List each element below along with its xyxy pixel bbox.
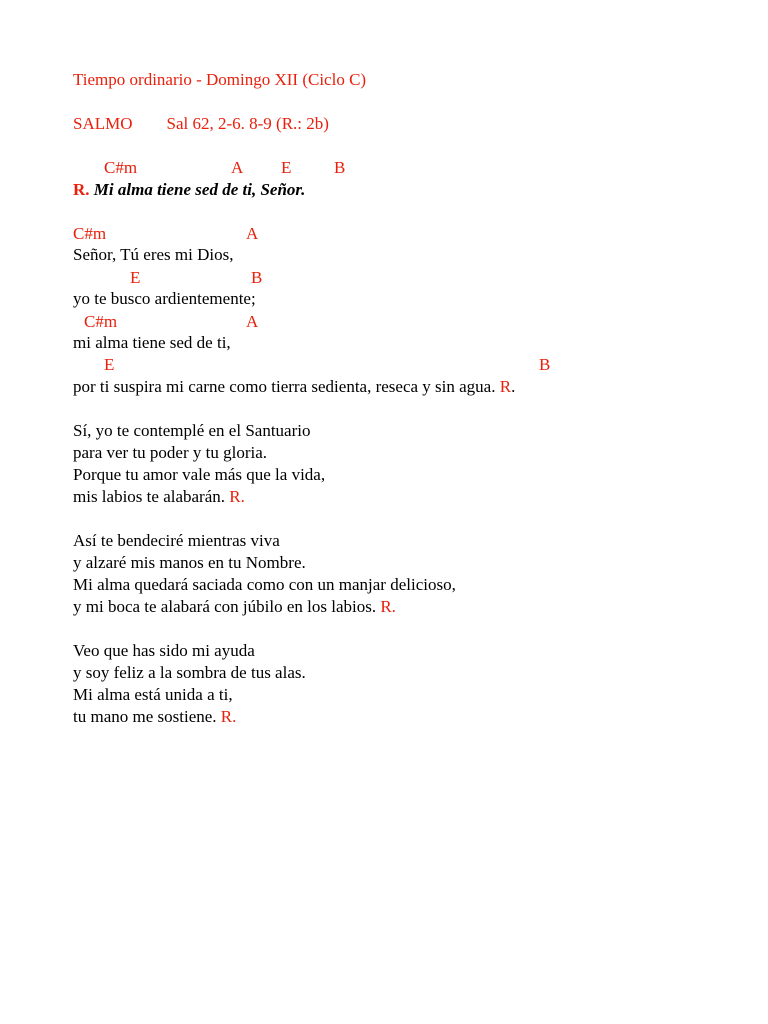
lyric-line: Señor, Tú eres mi Dios,	[73, 245, 234, 264]
lyric-line	[73, 597, 396, 617]
lyric-line: Veo que has sido mi ayuda	[73, 641, 255, 660]
lyric-text: por ti suspira mi carne como tierra sedienta, reseca y sin agua.	[73, 377, 496, 396]
chord: B	[334, 158, 346, 177]
chord: E	[104, 355, 115, 374]
chord: E	[130, 268, 141, 287]
chord: A	[231, 158, 244, 177]
refrain-text: Mi alma tiene sed de ti, Señor.	[93, 180, 306, 199]
salmo-reference: Sal 62, 2-6. 8-9 (R.: 2b)	[166, 114, 329, 133]
chord: C#m	[84, 312, 118, 331]
line-end: .	[511, 377, 516, 396]
page-title: Tiempo ordinario - Domingo XII (Ciclo C)	[73, 70, 367, 89]
chord: C#m	[73, 224, 107, 243]
lyric-line	[73, 377, 515, 397]
lyric-text: tu mano me sostiene.	[73, 707, 217, 726]
lyric-line: y alzaré mis manos en tu Nombre.	[73, 553, 306, 572]
chord: A	[246, 224, 259, 243]
chord: A	[246, 312, 259, 331]
response-marker: R.	[229, 487, 245, 506]
salmo-label: SALMO	[73, 114, 133, 133]
lyric-line: y soy feliz a la sombra de tus alas.	[73, 663, 306, 682]
lyric-line	[73, 487, 245, 507]
lyric-line	[73, 707, 236, 727]
refrain-line	[73, 180, 305, 200]
chord: E	[281, 158, 292, 177]
lyric-line: yo te busco ardientemente;	[73, 289, 256, 308]
lyric-line: Así te bendeciré mientras viva	[73, 531, 280, 550]
response-marker: R.	[380, 597, 396, 616]
chord: C#m	[104, 158, 138, 177]
lyric-line: Porque tu amor vale más que la vida,	[73, 465, 326, 484]
response-marker: R	[499, 377, 512, 396]
chord: B	[539, 355, 551, 374]
lyric-line: Mi alma está unida a ti,	[73, 685, 233, 704]
chord: B	[251, 268, 263, 287]
lyric-line: para ver tu poder y tu gloria.	[73, 443, 268, 462]
lyric-line: Mi alma quedará saciada como con un manjar delicioso,	[73, 575, 456, 594]
lyric-line: Sí, yo te contemplé en el Santuario	[73, 421, 311, 440]
lyric-line: mi alma tiene sed de ti,	[73, 333, 231, 352]
lyric-text: y mi boca te alabará con júbilo en los labios.	[73, 597, 377, 616]
psalm-heading	[73, 114, 329, 134]
lyric-text: mis labios te alabarán.	[73, 487, 226, 506]
response-marker: R.	[220, 707, 237, 726]
response-marker: R.	[73, 180, 90, 199]
